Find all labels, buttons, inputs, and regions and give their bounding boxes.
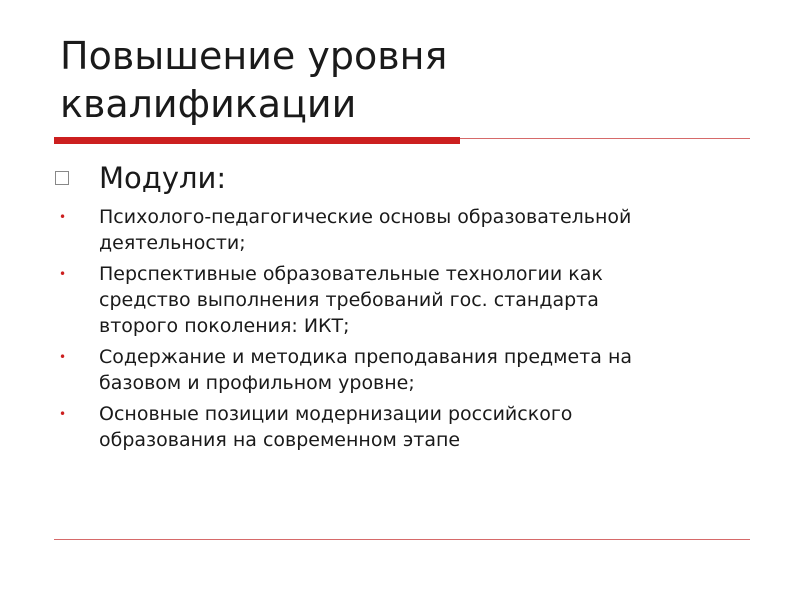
list-item-text: Содержание и методика преподавания предмета на базовом и профильном уровне; (99, 346, 633, 394)
list-item (54, 401, 754, 453)
title-underline-thin (460, 138, 750, 139)
square-bullet-icon (55, 171, 69, 185)
footer-divider (54, 539, 750, 540)
bullet-icon: • (59, 267, 67, 281)
list-item-text: Основные позиции модернизации российского образования на современном этапе (99, 403, 573, 451)
bullet-icon: • (59, 210, 67, 224)
list-item (54, 344, 754, 396)
modules-list (54, 204, 754, 453)
list-item (54, 204, 754, 256)
slide-title: Повышение уровня квалификации (60, 34, 448, 126)
bullet-icon: • (59, 350, 67, 364)
list-item-text: Психолого-педагогические основы образовательной деятельности; (99, 206, 632, 254)
bullet-icon: • (59, 407, 67, 421)
modules-heading: Модули: (99, 161, 227, 195)
modules-heading-row (54, 160, 754, 196)
list-item (54, 261, 754, 339)
slide-content (54, 160, 754, 458)
title-underline-thick (54, 137, 460, 144)
list-item-text: Перспективные образовательные технологии как средство выполнения требований гос. стандарта второго поколения: ИКТ; (99, 263, 603, 337)
